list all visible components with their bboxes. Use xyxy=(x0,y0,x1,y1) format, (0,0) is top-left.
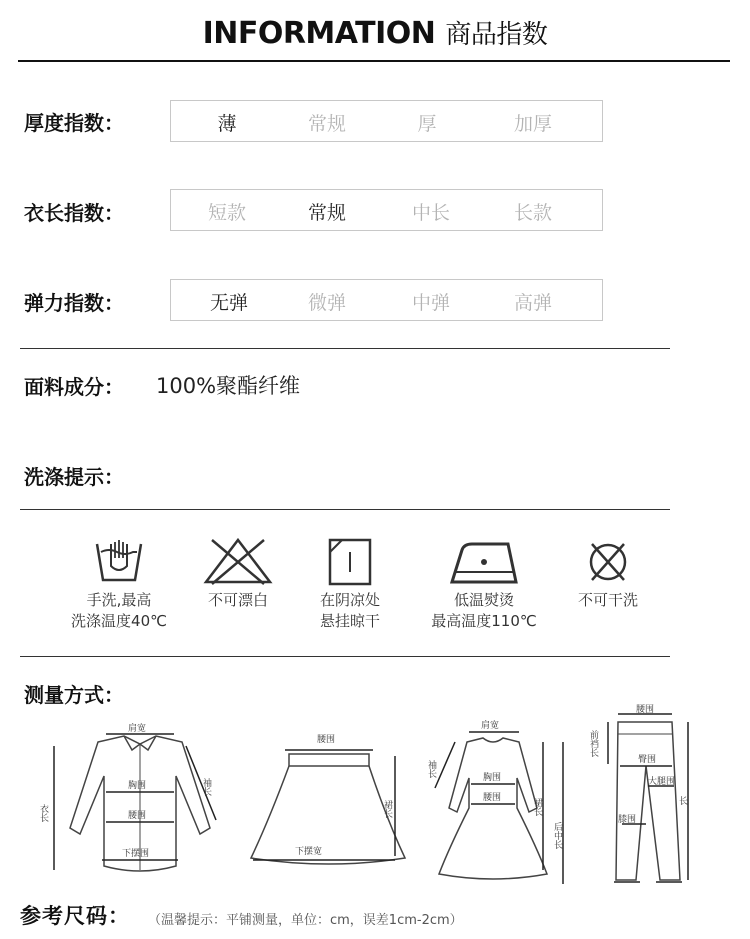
wash-label: 洗涤提示： xyxy=(24,465,124,489)
care-item xyxy=(545,536,671,611)
low-iron-icon xyxy=(444,536,524,588)
pants-rise-label: 前裆长 xyxy=(588,730,598,757)
length-option: 长款 xyxy=(513,202,552,224)
dress-chest-label: 胸围 xyxy=(483,773,502,783)
elasticity-option: 微弹 xyxy=(307,292,346,314)
fabric-label: 面料成分： xyxy=(24,375,124,399)
sleeve-label: 袖长 xyxy=(201,778,211,796)
thickness-option: 加厚 xyxy=(513,113,552,135)
title-en: INFORMATION xyxy=(202,16,436,51)
length-label: 衣长指数： xyxy=(24,201,124,225)
thickness-option: 常规 xyxy=(307,113,346,135)
header-divider xyxy=(18,60,730,62)
shoulder-label: 肩宽 xyxy=(128,724,147,734)
measure-label: 测量方式： xyxy=(24,683,124,707)
skirt-hem-label: 下摆宽 xyxy=(295,847,323,857)
dress-waist-label: 腰围 xyxy=(483,793,502,803)
waist-label: 腰围 xyxy=(128,811,147,821)
hand-wash-icon xyxy=(79,536,159,588)
elasticity-scale xyxy=(170,279,603,321)
size-note: （温馨提示：平铺测量，单位：cm，误差1cm-2cm） xyxy=(148,913,463,928)
thickness-label: 厚度指数： xyxy=(24,111,124,135)
dress-sleeve-label: 袖长 xyxy=(426,760,436,778)
hem-label: 下摆围 xyxy=(122,849,150,859)
page-title xyxy=(0,14,750,51)
length-option: 中长 xyxy=(411,202,450,224)
length-scale xyxy=(170,189,603,231)
dress-shoulder-label: 肩宽 xyxy=(481,721,500,731)
care-item xyxy=(421,536,547,632)
line-dry-shade-icon xyxy=(310,536,390,588)
pants-length-label: 长 xyxy=(677,796,687,805)
care-text xyxy=(175,590,301,611)
care-item xyxy=(175,536,301,611)
title-cn: 商品指数 xyxy=(445,20,548,50)
skirt-waist-label: 腰围 xyxy=(317,735,336,745)
fabric-value: 100%聚酯纤维 xyxy=(156,374,301,398)
dress-back-length-label: 后中长 xyxy=(552,822,562,849)
size-label: 参考尺码： xyxy=(20,904,130,928)
pants-waist-label: 腰围 xyxy=(636,705,655,715)
care-line: 不可漂白 xyxy=(207,591,268,609)
dress-diagram xyxy=(425,718,575,895)
skirt-diagram xyxy=(245,720,415,895)
care-text xyxy=(56,590,182,632)
care-line: 最高温度110℃ xyxy=(431,612,537,630)
chest-label: 胸围 xyxy=(128,781,147,791)
shirt-diagram xyxy=(40,720,240,895)
pants-thigh-label: 大腿围 xyxy=(648,777,676,787)
elasticity-option: 高弹 xyxy=(513,292,552,314)
skirt-length-label: 裙长 xyxy=(382,800,392,818)
elasticity-option: 中弹 xyxy=(411,292,450,314)
divider xyxy=(20,509,670,510)
dress-length-label: 裙长 xyxy=(532,798,542,816)
no-bleach-icon xyxy=(198,536,278,588)
thickness-option: 厚 xyxy=(417,113,437,135)
length-option: 短款 xyxy=(207,202,246,224)
care-line: 不可干洗 xyxy=(577,591,638,609)
thickness-scale xyxy=(170,100,603,142)
elasticity-label: 弹力指数： xyxy=(24,291,124,315)
care-line: 洗涤温度40℃ xyxy=(71,612,167,630)
care-line: 悬挂晾干 xyxy=(319,612,380,630)
care-text xyxy=(287,590,413,632)
length-label: 衣长 xyxy=(38,804,48,822)
care-text xyxy=(545,590,671,611)
care-line: 在阴凉处 xyxy=(319,591,380,609)
care-line: 手洗,最高 xyxy=(86,591,152,609)
no-dry-clean-icon xyxy=(568,536,648,588)
pants-knee-label: 膝围 xyxy=(618,815,637,825)
care-item xyxy=(56,536,182,632)
pants-hip-label: 臀围 xyxy=(638,755,657,765)
care-text xyxy=(421,590,547,632)
divider xyxy=(20,348,670,349)
care-line: 低温熨烫 xyxy=(453,591,514,609)
elasticity-option: 无弹 xyxy=(209,292,248,314)
pants-diagram xyxy=(588,704,738,892)
length-option: 常规 xyxy=(307,202,346,224)
care-item xyxy=(287,536,413,632)
thickness-option: 薄 xyxy=(217,113,237,135)
divider xyxy=(20,656,670,657)
